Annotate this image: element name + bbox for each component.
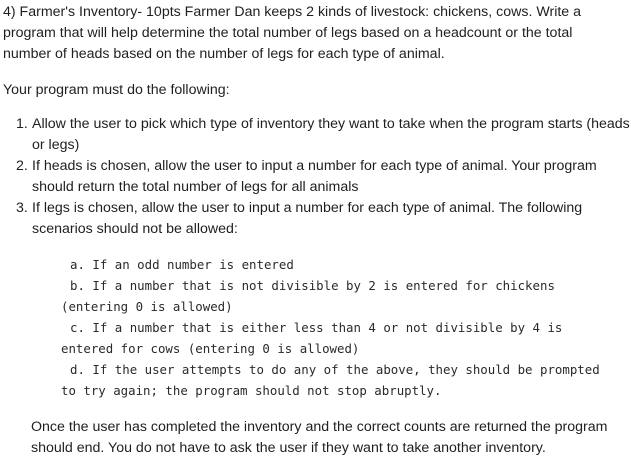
scenario-letter: b. xyxy=(70,278,85,293)
scenario-letter: a. xyxy=(70,257,85,272)
requirement-number: 1. xyxy=(16,116,28,132)
closing-paragraph: Once the user has completed the inventory and the correct counts are returned the program should end. You do not have to ask the user if they want to take another inventory. xyxy=(31,419,608,456)
requirements-list xyxy=(0,114,630,240)
scenario-letter: c. xyxy=(70,320,85,335)
scenario-text: If the user attempts to do any of the above, they should be prompted to try again; the program should not stop abruptly. xyxy=(61,362,600,398)
requirements-heading: Your program must do the following: xyxy=(3,82,230,98)
scenario-letter: d. xyxy=(70,362,85,377)
scenario-item xyxy=(61,254,621,275)
scenario-item xyxy=(61,317,621,359)
requirement-text: Allow the user to pick which type of inventory they want to take when the program starts (heads or legs) xyxy=(32,116,630,153)
scenario-text: If a number that is not divisible by 2 is entered for chickens (entering 0 is allowed) xyxy=(61,278,555,314)
requirement-item xyxy=(0,198,630,240)
scenario-item xyxy=(61,359,621,401)
problem-statement: 4) Farmer's Inventory- 10pts Farmer Dan keeps 2 kinds of livestock: chickens, cows. Write a program that will help determine the total number of legs based on a headcount or the total number of heads based on the number of legs for each type of animal. xyxy=(3,4,582,62)
scenario-text: If an odd number is entered xyxy=(92,257,294,272)
requirement-number: 3. xyxy=(16,200,28,216)
scenario-text: If a number that is either less than 4 or not divisible by 4 is entered for cows (entering 0 is allowed) xyxy=(61,320,563,356)
requirement-item xyxy=(0,156,630,198)
scenario-item xyxy=(61,275,621,317)
requirement-text: If legs is chosen, allow the user to input a number for each type of animal. The following scenarios should not be allowed: xyxy=(32,200,583,237)
requirement-item xyxy=(0,114,630,156)
disallowed-scenarios-list xyxy=(61,254,621,401)
requirement-number: 2. xyxy=(16,158,28,174)
requirement-text: If heads is chosen, allow the user to input a number for each type of animal. Your program should return the total number of legs for all animals xyxy=(32,158,597,195)
